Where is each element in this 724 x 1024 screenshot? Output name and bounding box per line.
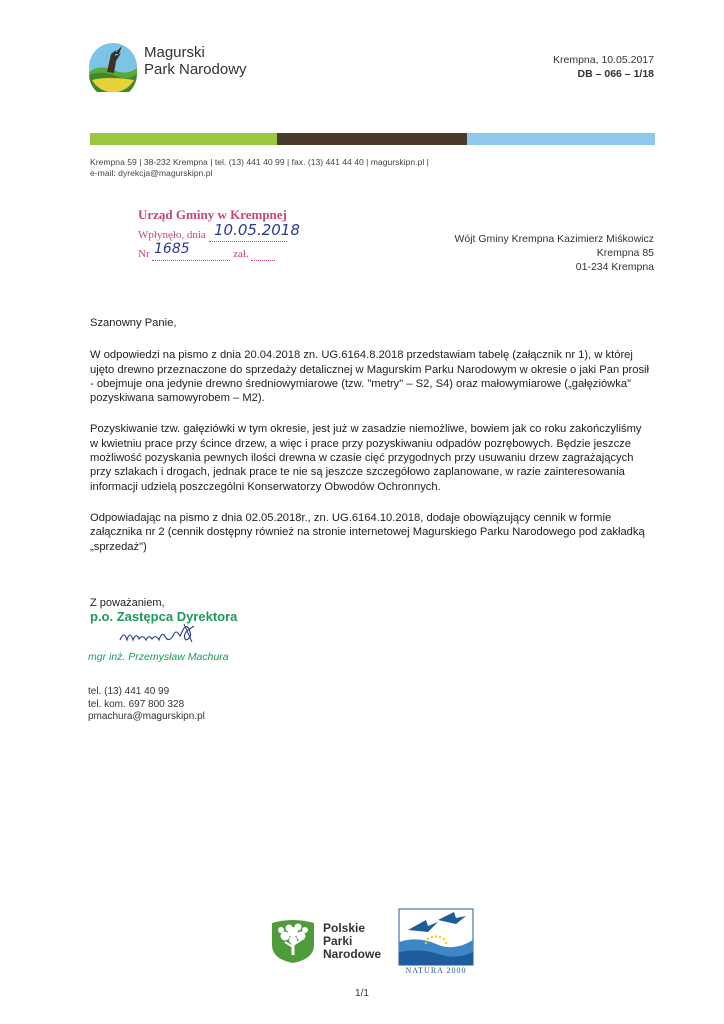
signer-contact (88, 686, 205, 724)
place-date: Krempna, 10.05.2017 (553, 54, 654, 66)
recipient-city: 01-234 Krempna (575, 261, 654, 273)
contact-line2: e-mail: dyrekcja@magurskipn.pl (90, 168, 213, 178)
ppn-line3: Narodowe (323, 947, 382, 961)
signer-tel: tel. (13) 441 40 99 (88, 686, 170, 697)
signer-email: pmachura@magurskipn.pl (88, 711, 205, 722)
org-name-line1: Magurski (144, 44, 205, 61)
signer-role: p.o. Zastępca Dyrektora (90, 609, 238, 624)
stamp-attachments-line (251, 248, 275, 261)
contact-info (90, 157, 429, 179)
contact-line1: Krempna 59 | 38-232 Krempna | tel. (13) 441 40 99 | fax. (13) 441 44 40 | magurskipn.pl | (90, 157, 429, 167)
paragraph-1: W odpowiedzi na pismo z dnia 20.04.2018 zn. UG.6164.8.2018 przedstawiam tabelę (załącznik nr 1), w której ujęto drewno przeznaczone do sprzedaży detalicznej w Magurskim Parku Narodowym w okresie o jaki Pan prosił - obejmuje ona jedynie drewno średniowymiarowe (tzw. "metry" – S2, S4) oraz małowymiarowe („gałęziówka" pozyskiwana samowyrobem – M2). (90, 349, 650, 405)
closing: Z poważaniem, (90, 597, 165, 609)
signer-mobile: tel. kom. 697 800 328 (88, 698, 185, 710)
header-stripe (90, 133, 655, 145)
stripe-green (90, 133, 277, 145)
recipient-street: Krempna 85 (596, 247, 654, 259)
document-meta (553, 53, 654, 81)
stamp-received-label: Wpłynęło, dnia (138, 229, 206, 241)
natura-logo-icon (398, 908, 474, 974)
page-number: 1/1 (355, 988, 369, 999)
stamp-title: Urząd Gminy w Krempnej (138, 207, 287, 222)
tree-logo-icon (268, 915, 318, 965)
ppn-logo-text (323, 922, 381, 961)
ppn-line2: Parki (323, 934, 353, 948)
paragraph-2: Pozyskiwanie tzw. gałęziówki w tym okresie, jest już w zasadzie niemożliwe, bowiem jak co roku zakończyliśmy w kwietniu prace przy ścince drzew, a więc i prace przy pozyskiwaniu odpadów pozrębowych. Będzie jeszcze możliwość pozyskania pewnych ilości drewna w czasie cięć przygodnych przy usuwaniu drzew zagrażających przy szlakach i drogach, jednak prace te nie są jeszcze szczegółowo zaplanowane, w razie zainteresowania informacji udzielą poszczególni Konserwatorzy Obwodów Ochronnych. (90, 423, 642, 493)
received-stamp (138, 207, 338, 261)
stamp-attachments-label: zał. (233, 248, 249, 260)
natura-label: NATURA 2000 (405, 966, 467, 975)
ppn-line1: Polskie (323, 921, 366, 935)
paragraph-3: Odpowiadając na pismo z dnia 02.05.2018r., zn. UG.6164.10.2018, dodaje obowiązujący cennik w formie załącznika nr 2 (cennik dostępny również na stronie internetowej Magurskiego Parku Narodowego pod zakładką „sprzedaż") (90, 511, 645, 553)
stamp-nr-row (138, 241, 338, 261)
reference-number: DB – 066 – 1/18 (577, 68, 654, 80)
stamp-nr-label: Nr (138, 248, 150, 260)
handwritten-signature (118, 622, 208, 648)
organization-name (144, 44, 247, 78)
recipient-address (454, 232, 654, 274)
stamp-received-date: 10.05.2018 (214, 221, 300, 239)
stripe-brown (277, 133, 467, 145)
signer-name: mgr inż. Przemysław Machura (88, 651, 229, 663)
bird-logo-icon (88, 42, 138, 92)
recipient-name: Wójt Gminy Krempna Kazimierz Miśkowicz (454, 233, 654, 245)
salutation: Szanowny Panie, (90, 317, 177, 329)
stamp-nr-value: 1685 (154, 241, 190, 257)
org-name-line2: Park Narodowy (144, 61, 247, 78)
letter-body (90, 316, 652, 571)
stripe-blue (467, 133, 655, 145)
